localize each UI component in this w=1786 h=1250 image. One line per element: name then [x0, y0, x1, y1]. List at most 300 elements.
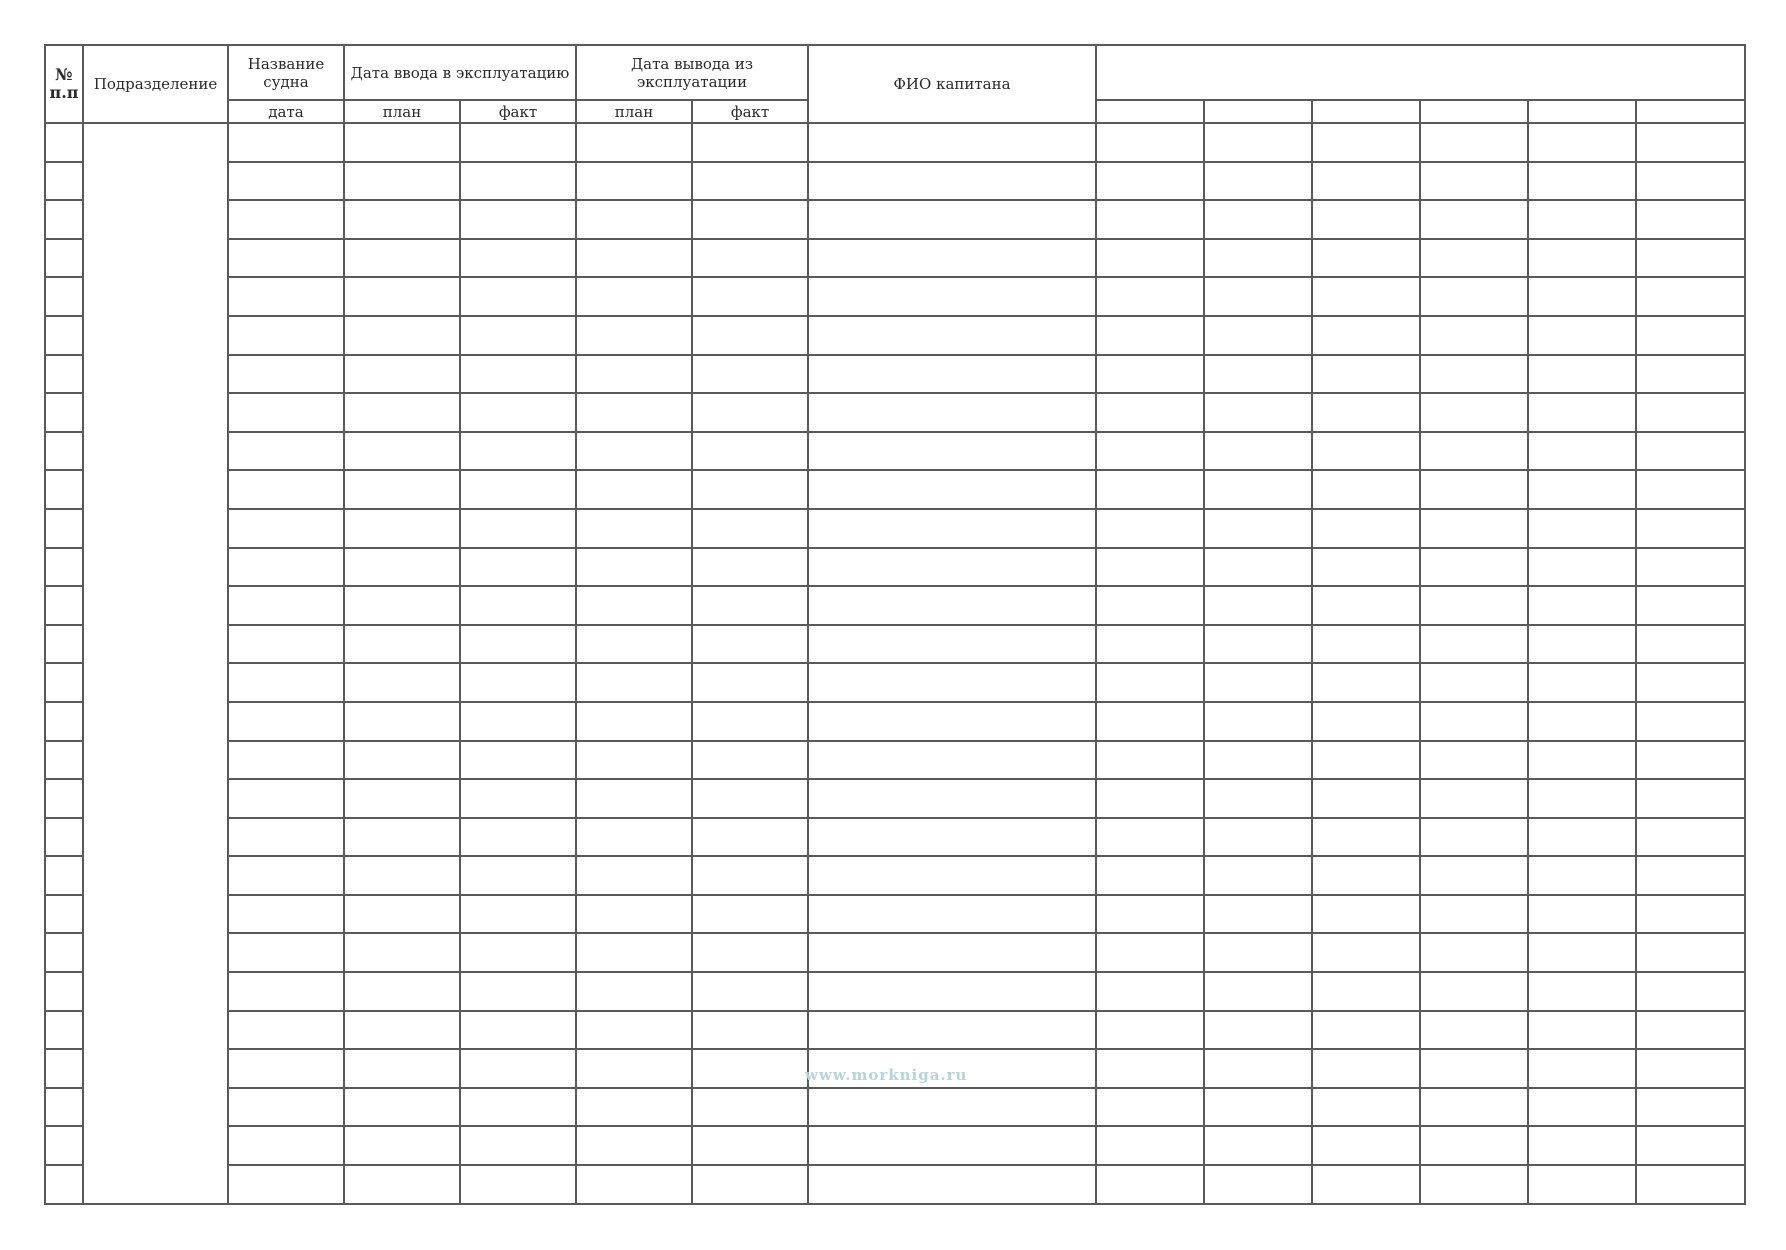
- cell-decommission-plan: [576, 277, 692, 316]
- cell-extra-6: [1636, 856, 1745, 895]
- cell-extra-2: [1204, 856, 1312, 895]
- cell-commission-plan: [344, 856, 460, 895]
- cell-decommission-plan: [576, 316, 692, 355]
- subheader-decommission-plan: план: [576, 100, 692, 123]
- table-row: [45, 818, 1745, 857]
- cell-extra-5: [1528, 818, 1636, 857]
- cell-extra-6: [1636, 818, 1745, 857]
- cell-decommission-fact: [692, 933, 808, 972]
- cell-extra-2: [1204, 432, 1312, 471]
- table-row: [45, 1126, 1745, 1165]
- cell-commission-fact: [460, 162, 576, 201]
- cell-decommission-plan: [576, 200, 692, 239]
- cell-commission-plan: [344, 779, 460, 818]
- cell-vessel-date: [228, 779, 344, 818]
- table-row: [45, 162, 1745, 201]
- cell-decommission-plan: [576, 1126, 692, 1165]
- cell-extra-2: [1204, 972, 1312, 1011]
- cell-extra-6: [1636, 625, 1745, 664]
- table-row: [45, 1088, 1745, 1127]
- cell-extra-6: [1636, 895, 1745, 934]
- cell-captain-name: [808, 856, 1096, 895]
- cell-extra-3: [1312, 355, 1420, 394]
- cell-decommission-fact: [692, 856, 808, 895]
- cell-extra-5: [1528, 355, 1636, 394]
- table-row: [45, 702, 1745, 741]
- cell-vessel-date: [228, 1165, 344, 1204]
- cell-commission-plan: [344, 548, 460, 587]
- cell-extra-3: [1312, 509, 1420, 548]
- cell-extra-4: [1420, 355, 1528, 394]
- cell-extra-3: [1312, 663, 1420, 702]
- cell-commission-plan: [344, 123, 460, 162]
- cell-decommission-plan: [576, 123, 692, 162]
- cell-vessel-date: [228, 702, 344, 741]
- subheader-extra-2: [1204, 100, 1312, 123]
- cell-vessel-date: [228, 586, 344, 625]
- header-division: Подразделение: [83, 45, 228, 123]
- cell-captain-name: [808, 123, 1096, 162]
- cell-decommission-fact: [692, 702, 808, 741]
- table-row: [45, 239, 1745, 278]
- cell-extra-3: [1312, 856, 1420, 895]
- cell-decommission-fact: [692, 1088, 808, 1127]
- cell-vessel-date: [228, 895, 344, 934]
- cell-extra-1: [1096, 162, 1204, 201]
- cell-extra-1: [1096, 625, 1204, 664]
- cell-vessel-date: [228, 548, 344, 587]
- header-captain-name: ФИО капитана: [808, 45, 1096, 123]
- cell-division: [83, 123, 228, 1204]
- cell-extra-3: [1312, 586, 1420, 625]
- cell-extra-3: [1312, 779, 1420, 818]
- cell-commission-plan: [344, 355, 460, 394]
- header-number: № п.п: [45, 45, 83, 123]
- cell-number: [45, 239, 83, 278]
- cell-extra-6: [1636, 316, 1745, 355]
- cell-extra-5: [1528, 316, 1636, 355]
- cell-vessel-date: [228, 1126, 344, 1165]
- cell-vessel-date: [228, 1049, 344, 1088]
- cell-commission-fact: [460, 779, 576, 818]
- subheader-extra-4: [1420, 100, 1528, 123]
- cell-decommission-fact: [692, 162, 808, 201]
- cell-decommission-fact: [692, 355, 808, 394]
- cell-decommission-fact: [692, 818, 808, 857]
- cell-extra-5: [1528, 741, 1636, 780]
- cell-decommission-plan: [576, 1165, 692, 1204]
- cell-decommission-fact: [692, 393, 808, 432]
- cell-extra-4: [1420, 548, 1528, 587]
- cell-extra-3: [1312, 972, 1420, 1011]
- cell-extra-3: [1312, 548, 1420, 587]
- cell-commission-plan: [344, 509, 460, 548]
- cell-commission-plan: [344, 432, 460, 471]
- table-row: [45, 1011, 1745, 1050]
- cell-extra-1: [1096, 277, 1204, 316]
- cell-decommission-fact: [692, 548, 808, 587]
- cell-vessel-date: [228, 277, 344, 316]
- table-row: [45, 393, 1745, 432]
- cell-extra-2: [1204, 1165, 1312, 1204]
- cell-captain-name: [808, 818, 1096, 857]
- cell-extra-6: [1636, 972, 1745, 1011]
- cell-commission-fact: [460, 586, 576, 625]
- table-row: [45, 625, 1745, 664]
- cell-extra-5: [1528, 509, 1636, 548]
- cell-decommission-plan: [576, 933, 692, 972]
- cell-extra-5: [1528, 1126, 1636, 1165]
- cell-number: [45, 779, 83, 818]
- table-row: [45, 663, 1745, 702]
- cell-captain-name: [808, 548, 1096, 587]
- cell-decommission-plan: [576, 972, 692, 1011]
- table-row: [45, 548, 1745, 587]
- cell-decommission-plan: [576, 663, 692, 702]
- cell-decommission-fact: [692, 741, 808, 780]
- cell-extra-5: [1528, 470, 1636, 509]
- table-row: [45, 972, 1745, 1011]
- cell-extra-1: [1096, 123, 1204, 162]
- cell-number: [45, 355, 83, 394]
- cell-decommission-fact: [692, 895, 808, 934]
- cell-extra-6: [1636, 586, 1745, 625]
- cell-decommission-plan: [576, 895, 692, 934]
- cell-vessel-date: [228, 239, 344, 278]
- cell-captain-name: [808, 470, 1096, 509]
- cell-extra-6: [1636, 663, 1745, 702]
- cell-extra-2: [1204, 123, 1312, 162]
- cell-extra-5: [1528, 1011, 1636, 1050]
- cell-captain-name: [808, 509, 1096, 548]
- cell-extra-3: [1312, 393, 1420, 432]
- subheader-extra-1: [1096, 100, 1204, 123]
- cell-decommission-fact: [692, 586, 808, 625]
- cell-extra-6: [1636, 779, 1745, 818]
- cell-commission-fact: [460, 1088, 576, 1127]
- header-extra-group: [1096, 45, 1745, 100]
- cell-decommission-fact: [692, 277, 808, 316]
- table-row: [45, 779, 1745, 818]
- cell-extra-2: [1204, 277, 1312, 316]
- cell-commission-plan: [344, 162, 460, 201]
- cell-number: [45, 625, 83, 664]
- cell-commission-fact: [460, 316, 576, 355]
- cell-commission-fact: [460, 239, 576, 278]
- cell-number: [45, 200, 83, 239]
- cell-number: [45, 316, 83, 355]
- cell-number: [45, 933, 83, 972]
- cell-extra-6: [1636, 509, 1745, 548]
- cell-extra-4: [1420, 162, 1528, 201]
- cell-extra-6: [1636, 1088, 1745, 1127]
- cell-captain-name: [808, 586, 1096, 625]
- cell-decommission-plan: [576, 1088, 692, 1127]
- header-commission-date: Дата ввода в эксплуатацию: [344, 45, 576, 100]
- cell-decommission-fact: [692, 779, 808, 818]
- cell-captain-name: [808, 200, 1096, 239]
- table-row: [45, 123, 1745, 162]
- cell-number: [45, 393, 83, 432]
- cell-extra-5: [1528, 123, 1636, 162]
- table-row: [45, 895, 1745, 934]
- cell-captain-name: [808, 779, 1096, 818]
- cell-extra-2: [1204, 625, 1312, 664]
- cell-commission-plan: [344, 1011, 460, 1050]
- cell-extra-4: [1420, 1165, 1528, 1204]
- cell-vessel-date: [228, 432, 344, 471]
- cell-number: [45, 123, 83, 162]
- cell-extra-2: [1204, 239, 1312, 278]
- cell-number: [45, 663, 83, 702]
- cell-extra-4: [1420, 663, 1528, 702]
- cell-number: [45, 1126, 83, 1165]
- cell-commission-fact: [460, 277, 576, 316]
- cell-decommission-fact: [692, 509, 808, 548]
- table-row: [45, 432, 1745, 471]
- cell-decommission-plan: [576, 239, 692, 278]
- cell-vessel-date: [228, 123, 344, 162]
- cell-extra-1: [1096, 741, 1204, 780]
- cell-extra-5: [1528, 856, 1636, 895]
- cell-extra-4: [1420, 239, 1528, 278]
- cell-decommission-fact: [692, 972, 808, 1011]
- cell-extra-4: [1420, 779, 1528, 818]
- vessel-operation-ledger: [44, 44, 1746, 1205]
- cell-extra-1: [1096, 1011, 1204, 1050]
- cell-commission-fact: [460, 200, 576, 239]
- cell-commission-fact: [460, 509, 576, 548]
- cell-extra-6: [1636, 1049, 1745, 1088]
- cell-commission-plan: [344, 239, 460, 278]
- cell-captain-name: [808, 972, 1096, 1011]
- cell-commission-fact: [460, 741, 576, 780]
- cell-number: [45, 1165, 83, 1204]
- cell-vessel-date: [228, 933, 344, 972]
- cell-extra-4: [1420, 470, 1528, 509]
- cell-number: [45, 509, 83, 548]
- cell-extra-2: [1204, 818, 1312, 857]
- cell-extra-2: [1204, 316, 1312, 355]
- cell-commission-fact: [460, 702, 576, 741]
- header-decommission-date: Дата вывода из эксплуатации: [576, 45, 808, 100]
- cell-extra-3: [1312, 1049, 1420, 1088]
- cell-commission-plan: [344, 1165, 460, 1204]
- cell-commission-plan: [344, 586, 460, 625]
- cell-captain-name: [808, 277, 1096, 316]
- cell-extra-2: [1204, 1049, 1312, 1088]
- cell-number: [45, 432, 83, 471]
- cell-extra-1: [1096, 1126, 1204, 1165]
- cell-extra-1: [1096, 239, 1204, 278]
- cell-extra-6: [1636, 239, 1745, 278]
- cell-number: [45, 470, 83, 509]
- cell-decommission-plan: [576, 162, 692, 201]
- cell-extra-3: [1312, 239, 1420, 278]
- cell-extra-4: [1420, 1088, 1528, 1127]
- cell-commission-fact: [460, 548, 576, 587]
- cell-decommission-plan: [576, 432, 692, 471]
- cell-extra-2: [1204, 548, 1312, 587]
- cell-number: [45, 741, 83, 780]
- cell-extra-4: [1420, 818, 1528, 857]
- table-row: [45, 200, 1745, 239]
- cell-decommission-fact: [692, 1011, 808, 1050]
- cell-extra-1: [1096, 586, 1204, 625]
- subheader-extra-3: [1312, 100, 1420, 123]
- table-row: [45, 509, 1745, 548]
- cell-decommission-plan: [576, 702, 692, 741]
- cell-captain-name: [808, 432, 1096, 471]
- cell-decommission-plan: [576, 1049, 692, 1088]
- cell-extra-6: [1636, 355, 1745, 394]
- cell-extra-1: [1096, 1088, 1204, 1127]
- cell-captain-name: [808, 933, 1096, 972]
- cell-extra-3: [1312, 625, 1420, 664]
- cell-decommission-plan: [576, 548, 692, 587]
- cell-number: [45, 1088, 83, 1127]
- cell-number: [45, 1049, 83, 1088]
- cell-captain-name: [808, 239, 1096, 278]
- cell-extra-2: [1204, 702, 1312, 741]
- cell-extra-4: [1420, 1126, 1528, 1165]
- cell-extra-6: [1636, 432, 1745, 471]
- cell-commission-fact: [460, 856, 576, 895]
- cell-extra-3: [1312, 123, 1420, 162]
- cell-decommission-plan: [576, 856, 692, 895]
- cell-captain-name: [808, 1011, 1096, 1050]
- cell-extra-1: [1096, 393, 1204, 432]
- cell-commission-plan: [344, 972, 460, 1011]
- cell-decommission-fact: [692, 200, 808, 239]
- cell-extra-1: [1096, 509, 1204, 548]
- cell-number: [45, 818, 83, 857]
- cell-extra-1: [1096, 1049, 1204, 1088]
- cell-decommission-fact: [692, 123, 808, 162]
- cell-number: [45, 972, 83, 1011]
- cell-decommission-plan: [576, 1011, 692, 1050]
- cell-extra-4: [1420, 123, 1528, 162]
- cell-extra-1: [1096, 856, 1204, 895]
- cell-extra-6: [1636, 277, 1745, 316]
- cell-extra-5: [1528, 586, 1636, 625]
- cell-vessel-date: [228, 818, 344, 857]
- cell-extra-5: [1528, 200, 1636, 239]
- cell-extra-3: [1312, 1126, 1420, 1165]
- cell-extra-1: [1096, 895, 1204, 934]
- cell-extra-3: [1312, 933, 1420, 972]
- cell-commission-fact: [460, 470, 576, 509]
- cell-decommission-plan: [576, 509, 692, 548]
- cell-commission-fact: [460, 933, 576, 972]
- table-row: [45, 277, 1745, 316]
- cell-decommission-fact: [692, 1049, 808, 1088]
- cell-extra-4: [1420, 702, 1528, 741]
- cell-commission-fact: [460, 1049, 576, 1088]
- cell-extra-4: [1420, 432, 1528, 471]
- table-row: [45, 1165, 1745, 1204]
- cell-extra-4: [1420, 316, 1528, 355]
- cell-commission-plan: [344, 702, 460, 741]
- cell-extra-3: [1312, 277, 1420, 316]
- cell-number: [45, 277, 83, 316]
- cell-extra-2: [1204, 200, 1312, 239]
- cell-extra-5: [1528, 162, 1636, 201]
- cell-extra-3: [1312, 162, 1420, 201]
- cell-extra-2: [1204, 779, 1312, 818]
- cell-captain-name: [808, 355, 1096, 394]
- subheader-decommission-fact: факт: [692, 100, 808, 123]
- cell-number: [45, 895, 83, 934]
- cell-commission-plan: [344, 1126, 460, 1165]
- cell-captain-name: [808, 316, 1096, 355]
- subheader-vessel-date: дата: [228, 100, 344, 123]
- cell-extra-4: [1420, 509, 1528, 548]
- cell-extra-1: [1096, 355, 1204, 394]
- cell-commission-fact: [460, 355, 576, 394]
- cell-commission-fact: [460, 895, 576, 934]
- watermark: www.morkniga.ru: [805, 1066, 968, 1084]
- cell-vessel-date: [228, 162, 344, 201]
- cell-commission-fact: [460, 972, 576, 1011]
- ledger-body: [45, 123, 1745, 1204]
- cell-extra-1: [1096, 470, 1204, 509]
- table-row: [45, 355, 1745, 394]
- cell-commission-plan: [344, 895, 460, 934]
- cell-decommission-plan: [576, 625, 692, 664]
- cell-extra-3: [1312, 200, 1420, 239]
- subheader-extra-5: [1528, 100, 1636, 123]
- cell-commission-plan: [344, 1049, 460, 1088]
- cell-commission-fact: [460, 818, 576, 857]
- cell-decommission-fact: [692, 663, 808, 702]
- cell-extra-3: [1312, 432, 1420, 471]
- cell-extra-4: [1420, 277, 1528, 316]
- cell-extra-5: [1528, 933, 1636, 972]
- cell-extra-6: [1636, 470, 1745, 509]
- cell-commission-plan: [344, 1088, 460, 1127]
- cell-vessel-date: [228, 972, 344, 1011]
- cell-number: [45, 586, 83, 625]
- cell-extra-3: [1312, 895, 1420, 934]
- cell-extra-6: [1636, 1011, 1745, 1050]
- cell-extra-2: [1204, 1088, 1312, 1127]
- cell-vessel-date: [228, 355, 344, 394]
- cell-number: [45, 856, 83, 895]
- cell-vessel-date: [228, 393, 344, 432]
- cell-decommission-fact: [692, 625, 808, 664]
- cell-vessel-date: [228, 625, 344, 664]
- cell-extra-5: [1528, 548, 1636, 587]
- cell-vessel-date: [228, 663, 344, 702]
- cell-extra-4: [1420, 1049, 1528, 1088]
- cell-extra-2: [1204, 1126, 1312, 1165]
- cell-extra-3: [1312, 741, 1420, 780]
- cell-vessel-date: [228, 1011, 344, 1050]
- cell-vessel-date: [228, 200, 344, 239]
- cell-extra-3: [1312, 1165, 1420, 1204]
- cell-decommission-plan: [576, 355, 692, 394]
- cell-decommission-plan: [576, 393, 692, 432]
- cell-extra-2: [1204, 895, 1312, 934]
- cell-extra-2: [1204, 162, 1312, 201]
- cell-extra-6: [1636, 548, 1745, 587]
- cell-number: [45, 702, 83, 741]
- cell-extra-6: [1636, 393, 1745, 432]
- cell-commission-plan: [344, 933, 460, 972]
- subheader-commission-plan: план: [344, 100, 460, 123]
- cell-commission-plan: [344, 663, 460, 702]
